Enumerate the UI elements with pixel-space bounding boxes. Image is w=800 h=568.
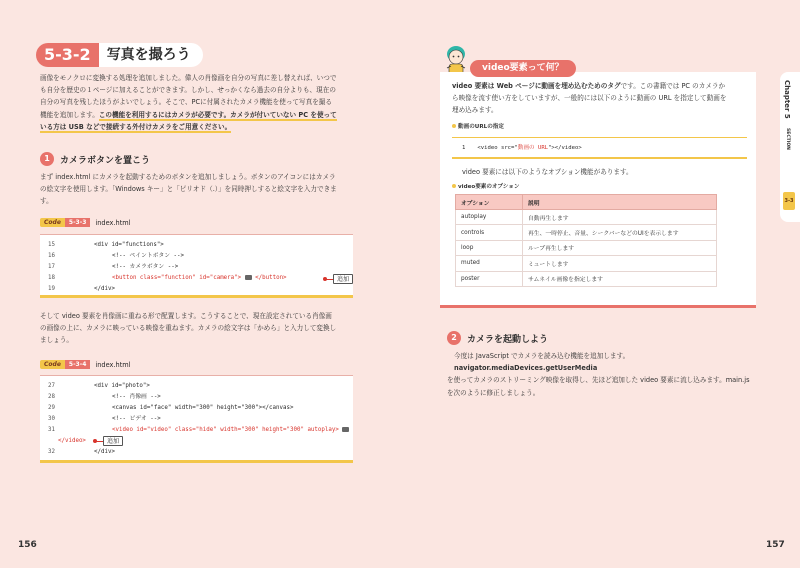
camera-emoji-icon <box>342 427 349 432</box>
info-box-title: video要素って何？ <box>470 60 576 77</box>
text-line: ましょう。 <box>40 336 73 345</box>
table-header: オプション <box>456 195 523 210</box>
options-table <box>455 194 717 287</box>
code-2-label <box>40 360 131 369</box>
options-label: video要素のオプション <box>452 182 519 190</box>
step-2-text <box>447 350 767 399</box>
section-number: 5-3-2 <box>36 43 99 67</box>
table-row: poster サムネイル画像を指定します <box>456 271 717 286</box>
code-line: 16 <!-- ペイントボタン --> <box>48 253 184 259</box>
section-title: 写真を撮ろう <box>99 43 203 67</box>
code-line: 28 <!-- 肖像画 --> <box>48 394 161 400</box>
code-line-added: 18 <button class="function" id="camera"> </button> <box>48 275 287 281</box>
table-row: loop ループ再生します <box>456 240 717 255</box>
step-1-heading <box>40 152 150 166</box>
code-id: 5-3-3 <box>65 218 91 227</box>
table-row: controls 再生、一時停止、音量、シークバーなどのUIを表示します <box>456 225 717 240</box>
add-tag: 追加 <box>103 436 123 446</box>
text-line: video 要素は Web ページに動画を埋め込むためのタグです。この書籍では PC のカメラか <box>452 82 726 90</box>
text-line: ら映像を流す使い方をしていますが、一般的には以下のように動画の URL を指定して動画を <box>452 94 727 103</box>
code-line: 29 <canvas id="face" width="300" height="300"></canvas> <box>48 405 294 411</box>
table-row: muted ミュートします <box>456 256 717 271</box>
text-line: を次のように修正しましょう。 <box>447 388 540 397</box>
code-line-added: </video> <box>58 438 86 444</box>
code-block-2 <box>40 375 353 463</box>
code-file: index.html <box>95 360 131 369</box>
info-box-text <box>452 80 752 117</box>
add-arrow <box>325 279 333 280</box>
code-line: 32 </div> <box>48 449 115 455</box>
text-line: 埋め込みます。 <box>452 106 498 115</box>
table-row: autoplay 自動再生します <box>456 210 717 225</box>
code-tag: Code <box>40 360 65 369</box>
intro-paragraph <box>40 72 360 133</box>
section-chip: 3-3 <box>783 192 795 210</box>
camera-emoji-icon <box>245 275 252 280</box>
code-file: index.html <box>95 218 131 227</box>
intro-line: 画像をモノクロに変換する処理を追加しました。偉人の肖像画を自分の写真に差し替えれば、いつで <box>40 74 337 82</box>
page-number-right: 157 <box>766 540 785 550</box>
section-side-label: SECTION <box>785 128 790 150</box>
page-number-left: 156 <box>18 540 37 550</box>
code-line: 30 <!-- ビデオ --> <box>48 416 161 422</box>
intro-line: 自分の写真を残したほうがよいでしょう。そこで、PCに付属されたカメラ機能を使って写真を撮る <box>40 98 332 107</box>
options-intro: video 要素には以下のようなオプション機能があります。 <box>462 168 633 176</box>
intro-highlight: いる方は USB などで接続する外付けカメラをご用意ください。 <box>40 122 232 131</box>
chapter-label: Chapter 5 <box>783 80 791 119</box>
code-line: 17 <!-- カメラボタン --> <box>48 264 179 270</box>
code-line: 19 </div> <box>48 286 115 292</box>
step-title: カメラボタンを置こう <box>60 155 151 166</box>
text-line: す。 <box>40 197 53 206</box>
intro-line: も自分を歴史の１ページに加えることができます。しかし、せっかくなら過去の自分よりも、現在の <box>40 86 336 95</box>
text-line: を使ってカメラのストリーミング映像を取得し、先ほど追加した video 要素に流し込みます。main.js <box>447 376 750 385</box>
text-line: の絵文字を使用します。「Windows キー」と「ピリオド（.）」を同時押しすると絵文字を入力できま <box>40 185 337 194</box>
bullet-dot-icon <box>452 124 456 128</box>
code-line-added: 31 <video id="video" class="hide" width="300" height="300" autoplay> <box>40 425 349 436</box>
code-line: 15 <div id="functions"> <box>48 242 164 248</box>
text-line: そして video 要素を肖像画に重ねる形で配置します。こうすることで、現在設定されている肖像画 <box>40 312 332 320</box>
url-label: 動画のURLの指定 <box>452 122 504 130</box>
url-code: 1 <video src="動画の URL"></video> <box>452 137 747 159</box>
mid-paragraph <box>40 310 360 347</box>
code-1-label <box>40 218 131 227</box>
step-title: カメラを起動しよう <box>467 334 549 345</box>
intro-line <box>40 121 360 133</box>
section-heading <box>36 42 203 68</box>
intro-line: 機能を追加します。この機能を利用するにはカメラが必要です。カメラが付いていない PC を使って <box>40 110 337 119</box>
text-line: まず index.html にカメラを起動するためのボタンを追加しましょう。ボタンのアイコンにはカメラ <box>40 173 336 181</box>
table-header: 説明 <box>523 195 717 210</box>
step-2-heading <box>447 331 548 345</box>
code-id: 5-3-4 <box>65 360 91 369</box>
bullet-dot-icon <box>452 184 456 188</box>
add-arrow <box>95 441 103 442</box>
text-line: 今度は JavaScript でカメラを読み込む機能を追加します。navigator.mediaDevices.getUserMedia <box>454 352 630 373</box>
table-header-row <box>456 195 717 210</box>
text-line: の画像の上に、カメラに映っている映像を重ねます。カメラの絵文字は「かめら」と入力して変換し <box>40 324 337 333</box>
add-tag: 追加 <box>333 274 353 284</box>
code-tag: Code <box>40 218 65 227</box>
code-line: 27 <div id="photo"> <box>48 383 150 389</box>
step-badge: 1 <box>40 152 54 166</box>
intro-highlight: この機能を利用するにはカメラが必要です。カメラが付いていない PC を使って <box>98 110 337 119</box>
step-1-text <box>40 171 360 208</box>
step-badge: 2 <box>447 331 461 345</box>
code-block-1 <box>40 234 353 298</box>
